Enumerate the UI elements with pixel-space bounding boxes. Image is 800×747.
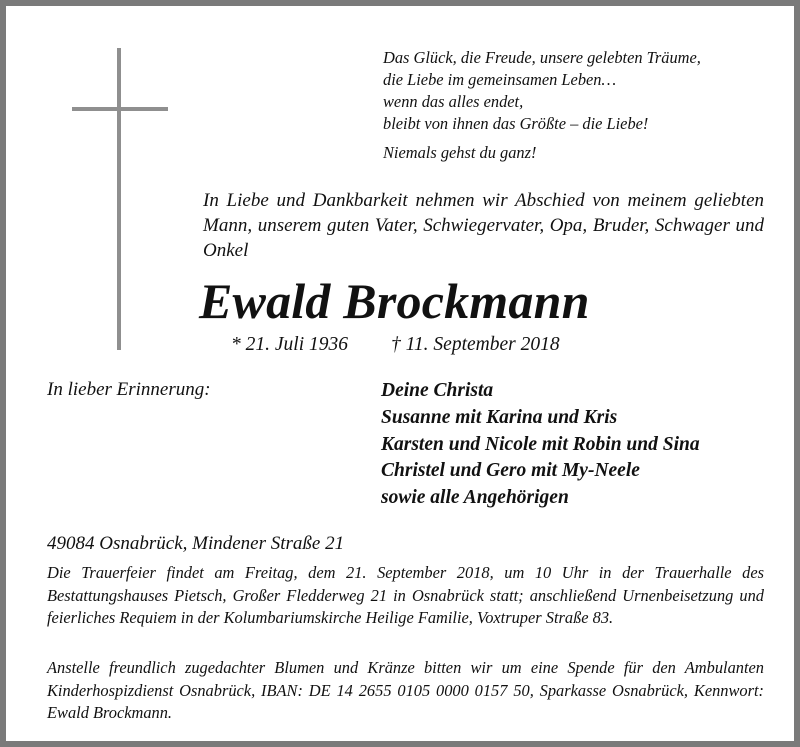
mourner: sowie alle Angehörigen: [381, 487, 569, 509]
poem-closing: Niemals gehst du ganz!: [383, 143, 537, 162]
poem-line: die Liebe im gemeinsamen Leben…: [383, 70, 617, 89]
mourner: Susanne mit Karina und Kris: [381, 406, 618, 428]
mourner: Deine Christa: [381, 380, 494, 401]
poem-line: bleibt von ihnen das Größte – die Liebe!: [383, 114, 649, 133]
address: 49084 Osnabrück, Mindener Straße 21: [47, 533, 345, 554]
deceased-name: Ewald Brockmann: [199, 273, 590, 329]
funeral-notice: Die Trauerfeier findet am Freitag, dem 21. September 2018, um 10 Uhr in der Trauerhalle des Bestattungshauses Pietsch, Großer Fledderweg 21 in Osnabrück statt; anschließend Urnenbeisetzung und feierliches Requiem in der Kolumbariumskirche Heilige Familie, Voxtruper Straße 83.: [47, 563, 764, 627]
intro-text: In Liebe und Dankbarkeit nehmen wir Abschied von meinem geliebten Mann, unserem guten Vater, Schwiegervater, Opa, Bruder, Schwager und Onkel: [203, 190, 764, 261]
poem: [383, 47, 701, 164]
death-date: † 11. September 2018: [391, 334, 560, 355]
memory-label: In lieber Erinnerung:: [47, 379, 211, 400]
mourners-list: [381, 378, 700, 512]
mourner: Christel und Gero mit My-Neele: [381, 460, 640, 482]
mourner: Karsten und Nicole mit Robin und Sina: [381, 433, 700, 455]
poem-line: Das Glück, die Freude, unsere gelebten Träume,: [383, 48, 701, 67]
cross-icon: [117, 48, 121, 350]
poem-line: wenn das alles endet,: [383, 92, 524, 111]
donation-notice: Anstelle freundlich zugedachter Blumen und Kränze bitten wir um eine Spende für den Ambulanten Kinderhospizdienst Osnabrück, IBAN: DE 14 2655 0105 0000 0157 50, Sparkasse Osnabrück, Kennwort: Ewald Brockmann.: [47, 658, 764, 722]
cross-icon-crossbar: [72, 107, 168, 111]
birth-date: * 21. Juli 1936: [231, 334, 348, 355]
